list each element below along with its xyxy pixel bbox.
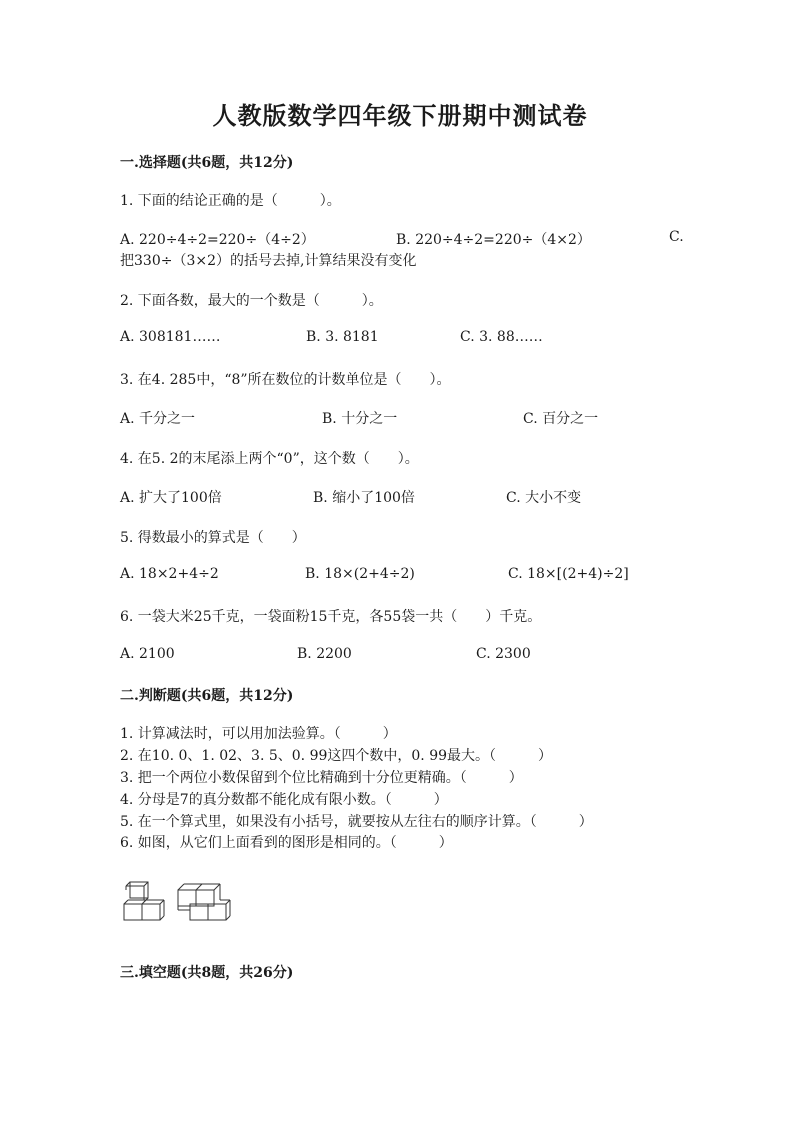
option-c-continuation: 把330÷（3×2）的括号去掉,计算结果没有变化 xyxy=(120,253,417,269)
cube-stack-figure xyxy=(118,880,238,924)
option-b: B. 十分之一 xyxy=(322,411,398,427)
judgement-item: 1. 计算减法时，可以用加法验算。（ ） xyxy=(120,726,397,742)
question-stem: 1. 下面的结论正确的是（ ）。 xyxy=(120,193,341,209)
question-stem: 5. 得数最小的算式是（ ） xyxy=(120,530,306,546)
question-stem: 2. 下面各数，最大的一个数是（ ）。 xyxy=(120,293,383,309)
option-c: C. 百分之一 xyxy=(523,411,599,427)
question-stem: 6. 一袋大米25千克，一袋面粉15千克，各55袋一共（ ）千克。 xyxy=(120,609,542,625)
option-a: A. 18×2+4÷2 xyxy=(120,566,219,582)
option-c: C. 大小不变 xyxy=(506,490,582,506)
cube-group-right xyxy=(178,884,230,920)
question-stem: 4. 在5. 2的末尾添上两个“0”，这个数（ ）。 xyxy=(120,451,419,467)
option-b: B. 2200 xyxy=(297,646,352,662)
judgement-item: 2. 在10. 0、1. 02、3. 5、0. 99这四个数中，0. 99最大。（ ） xyxy=(120,748,553,764)
option-a: A. 千分之一 xyxy=(120,411,196,427)
option-b: B. 3. 8181 xyxy=(306,329,379,345)
page-title: 人教版数学四年级下册期中测试卷 xyxy=(212,101,588,130)
judgement-item: 4. 分母是7的真分数都不能化成有限小数。（ ） xyxy=(120,792,448,808)
option-b: B. 18×(2+4÷2) xyxy=(305,566,415,582)
section-heading-judgement: 二.判断题(共6题，共12分) xyxy=(120,688,294,704)
question-stem: 3. 在4. 285中，“8”所在数位的计数单位是（ ）。 xyxy=(120,372,451,388)
option-c: C. 18×[(2+4)÷2] xyxy=(508,566,629,582)
option-a: A. 308181…… xyxy=(120,329,221,345)
option-b: B. 220÷4÷2=220÷（4×2） xyxy=(396,232,591,248)
section-heading-choice: 一.选择题(共6题，共12分) xyxy=(120,155,294,171)
option-a: A. 扩大了100倍 xyxy=(120,490,222,506)
option-a: A. 2100 xyxy=(120,646,175,662)
option-a: A. 220÷4÷2=220÷（4÷2） xyxy=(120,232,315,248)
judgement-item: 5. 在一个算式里，如果没有小括号，就要按从左往右的顺序计算。（ ） xyxy=(120,814,593,830)
judgement-item: 3. 把一个两位小数保留到个位比精确到十分位更精确。（ ） xyxy=(120,770,523,786)
option-c: C. xyxy=(669,229,684,245)
cube-group-left xyxy=(124,882,164,920)
option-c: C. 2300 xyxy=(476,646,531,662)
option-c: C. 3. 88…… xyxy=(460,329,543,345)
judgement-item: 6. 如图，从它们上面看到的图形是相同的。（ ） xyxy=(120,835,453,851)
option-b: B. 缩小了100倍 xyxy=(313,490,415,506)
section-heading-fill-blank: 三.填空题(共8题，共26分) xyxy=(120,965,294,981)
